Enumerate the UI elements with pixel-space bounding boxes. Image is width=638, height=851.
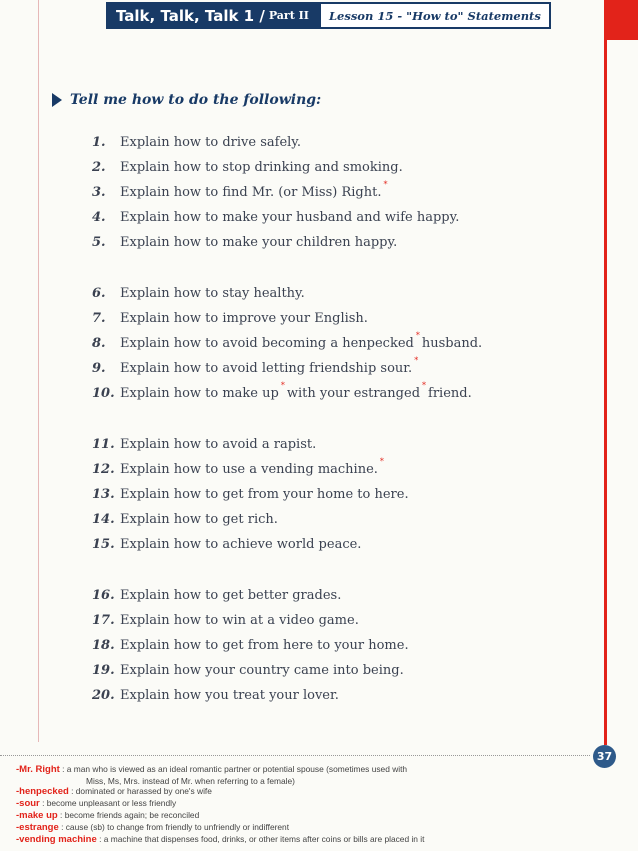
question-item: 11. Explain how to avoid a rapist. — [92, 437, 317, 452]
question-item: 16. Explain how to get better grades. — [92, 588, 342, 603]
glossary-item: -vending machine : a machine that dispenses food, drinks, or other items after coins or bills are placed in it — [16, 834, 425, 845]
question-item: 5. Explain how to make your children happy. — [92, 235, 398, 250]
glossary-item: -estrange : cause (sb) to change from friendly to unfriendly or indifferent — [16, 822, 290, 833]
play-arrow-icon — [52, 93, 62, 107]
question-item: 19. Explain how your country came into being. — [92, 663, 404, 678]
glossary-item: -Mr. Right : a man who is viewed as an ideal romantic partner or potential spouse (sometimes used with — [16, 764, 408, 775]
glossary-item: -henpecked : dominated or harassed by one's wife — [16, 786, 212, 797]
glossary-item-continued: Miss, Ms, Mrs. instead of Mr. when referring to a female) — [86, 776, 295, 786]
question-item: 10. Explain how to make up * with your estranged * friend. — [92, 381, 472, 401]
page-header — [106, 2, 551, 29]
page-corner-tab — [604, 0, 638, 40]
question-item: 18. Explain how to get from here to your home. — [92, 638, 409, 653]
task-heading — [52, 92, 321, 108]
question-item: 4. Explain how to make your husband and wife happy. — [92, 210, 460, 225]
margin-rule — [38, 0, 39, 742]
page-number: 37 — [593, 745, 616, 768]
glossary-item: -sour : become unpleasant or less friendly — [16, 798, 177, 809]
part-label: Part II — [268, 9, 309, 22]
footnote-mark: * — [379, 457, 384, 466]
book-title-text: Talk, Talk, Talk 1 / — [116, 6, 265, 25]
glossary-item: -make up : become friends again; be reconciled — [16, 810, 200, 821]
page-edge-bar — [604, 0, 607, 745]
question-item: 13. Explain how to get from your home to here. — [92, 487, 409, 502]
divider — [0, 755, 590, 756]
question-item: 7. Explain how to improve your English. — [92, 311, 368, 326]
question-item: 8. Explain how to avoid becoming a henpecked * husband. — [92, 331, 483, 351]
footnote-mark: * — [383, 180, 388, 189]
footnote-mark: * — [280, 381, 285, 390]
book-title — [106, 2, 319, 29]
footnote-mark: * — [422, 381, 427, 390]
question-item: 6. Explain how to stay healthy. — [92, 286, 305, 301]
lesson-title: Lesson 15 - "How to" Statements — [319, 2, 551, 29]
footnote-mark: * — [415, 331, 420, 340]
task-title: Tell me how to do the following: — [70, 92, 322, 108]
question-item: 14. Explain how to get rich. — [92, 512, 278, 527]
question-item: 9. Explain how to avoid letting friendship sour. * — [92, 356, 419, 376]
question-item: 12. Explain how to use a vending machine. * — [92, 457, 384, 477]
question-item: 15. Explain how to achieve world peace. — [92, 537, 362, 552]
question-item: 1. Explain how to drive safely. — [92, 135, 302, 150]
question-item: 3. Explain how to find Mr. (or Miss) Right. * — [92, 180, 388, 200]
question-item: 2. Explain how to stop drinking and smoking. — [92, 160, 403, 175]
question-item: 20. Explain how you treat your lover. — [92, 688, 339, 703]
question-item: 17. Explain how to win at a video game. — [92, 613, 359, 628]
footnote-mark: * — [414, 356, 419, 365]
